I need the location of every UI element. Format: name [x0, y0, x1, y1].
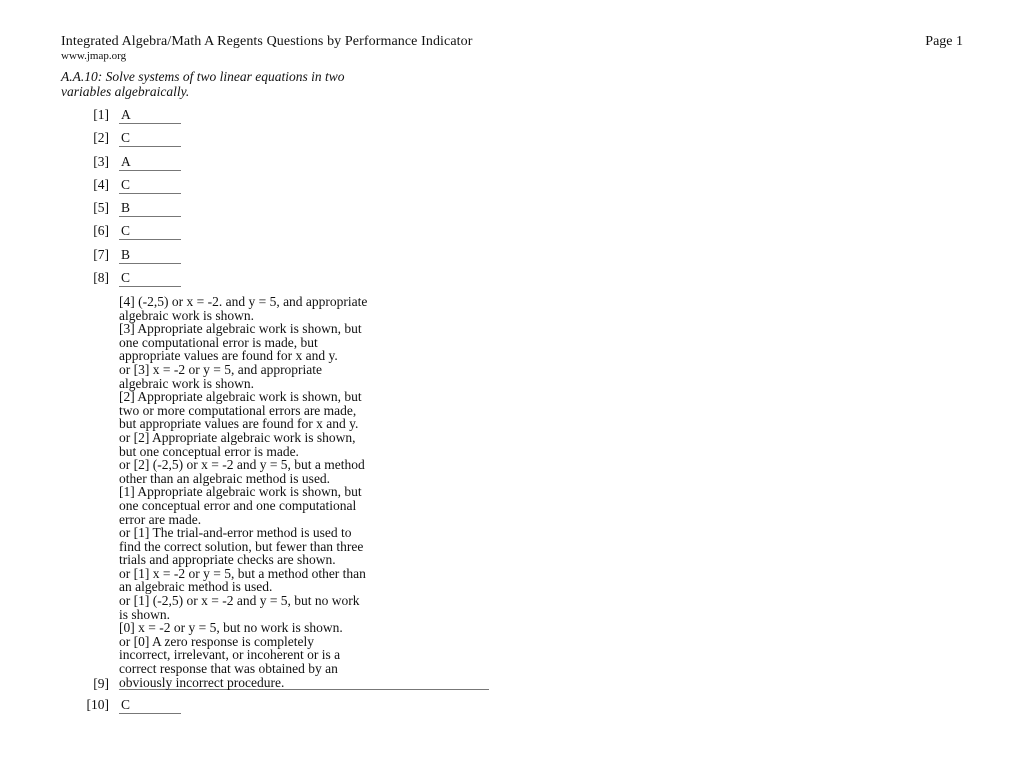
answer-number: [2] — [93, 130, 109, 146]
answer-number: [7] — [93, 246, 109, 262]
rubric-line: or [1] The trial-and-error method is used to — [119, 525, 352, 541]
answer-number: [4] — [93, 176, 109, 192]
rubric-line: appropriate values are found for x and y. — [119, 348, 338, 364]
rubric-line: two or more computational errors are made, — [119, 402, 357, 418]
rubric-line: one conceptual error and one computational — [119, 497, 357, 513]
rubric-line: [3] Appropriate algebraic work is shown, but — [119, 321, 362, 337]
rubric-line: an algebraic method is used. — [119, 579, 273, 595]
rubric-line: but one conceptual error is made. — [119, 443, 299, 459]
rubric-line: or [2] Appropriate algebraic work is shown, — [119, 429, 356, 445]
page-header — [61, 34, 963, 62]
rubric-line: but appropriate values are found for x and y. — [119, 416, 359, 432]
rubric-line: algebraic work is shown. — [119, 307, 254, 323]
rubric-line: one computational error is made, but — [119, 334, 318, 350]
rubric-line: [1] Appropriate algebraic work is shown, but — [119, 484, 362, 500]
rubric-line: is shown. — [119, 606, 171, 622]
answer-value: B — [119, 247, 181, 264]
rubric-line: find the correct solution, but fewer than three — [119, 538, 364, 554]
answer-number: [3] — [93, 153, 109, 169]
rubric-line: or [3] x = -2 or y = 5, and appropriate — [119, 361, 323, 377]
page-number: Page 1 — [925, 34, 963, 49]
answer-value: C — [119, 223, 181, 240]
answer-number: [8] — [93, 270, 109, 286]
answer-value: C — [119, 177, 181, 194]
answer-value: A — [119, 154, 181, 171]
rubric-line: or [1] (-2,5) or x = -2 and y = 5, but no work — [119, 593, 360, 609]
answer-number: [5] — [93, 200, 109, 216]
answer-row — [61, 107, 521, 130]
rubric-line: algebraic work is shown. — [119, 375, 254, 391]
site-url: www.jmap.org — [61, 50, 127, 62]
indicator-line-2: variables algebraically. — [61, 84, 190, 99]
indicator-line-1: A.A.10: Solve systems of two linear equations in two — [61, 69, 345, 84]
answer-row — [61, 223, 521, 246]
answer-value: B — [119, 200, 181, 217]
performance-indicator — [61, 69, 501, 99]
rubric-line: or [2] (-2,5) or x = -2 and y = 5, but a method — [119, 457, 365, 473]
answer-value: C — [119, 130, 181, 147]
answer-list — [61, 107, 521, 293]
rubric-line: correct response that was obtained by an — [119, 661, 338, 677]
answer-row — [61, 130, 521, 153]
rubric-line: trials and appropriate checks are shown. — [119, 552, 336, 568]
document-title: Integrated Algebra/Math A Regents Questions by Performance Indicator — [61, 34, 473, 49]
answer-number: [1] — [93, 107, 109, 122]
answer-row — [61, 200, 521, 223]
rubric-line: obviously incorrect procedure. — [119, 674, 285, 690]
rubric-line: incorrect, irrelevant, or incoherent or is a — [119, 647, 341, 663]
answer-number: [6] — [93, 223, 109, 239]
answer-value: A — [119, 107, 181, 124]
rubric-line: [0] x = -2 or y = 5, but no work is shown. — [119, 620, 343, 636]
rubric-line: [2] Appropriate algebraic work is shown, but — [119, 389, 362, 405]
rubric-line: other than an algebraic method is used. — [119, 470, 331, 486]
rubric-line: [4] (-2,5) or x = -2. and y = 5, and appropriate — [119, 294, 368, 309]
rubric-line: error are made. — [119, 511, 202, 527]
answer-value: C — [119, 697, 181, 714]
rubric-line: or [1] x = -2 or y = 5, but a method other than — [119, 565, 366, 581]
answer-row — [61, 247, 521, 270]
rubric-line: or [0] A zero response is completely — [119, 633, 314, 649]
scoring-rubric — [119, 295, 489, 690]
answer-number: [9] — [93, 676, 109, 691]
answer-row — [61, 177, 521, 200]
answer-number: [10] — [86, 697, 109, 712]
answer-value: C — [119, 270, 181, 287]
answer-row — [61, 154, 521, 177]
answer-row — [61, 697, 521, 717]
answer-row — [61, 270, 521, 293]
